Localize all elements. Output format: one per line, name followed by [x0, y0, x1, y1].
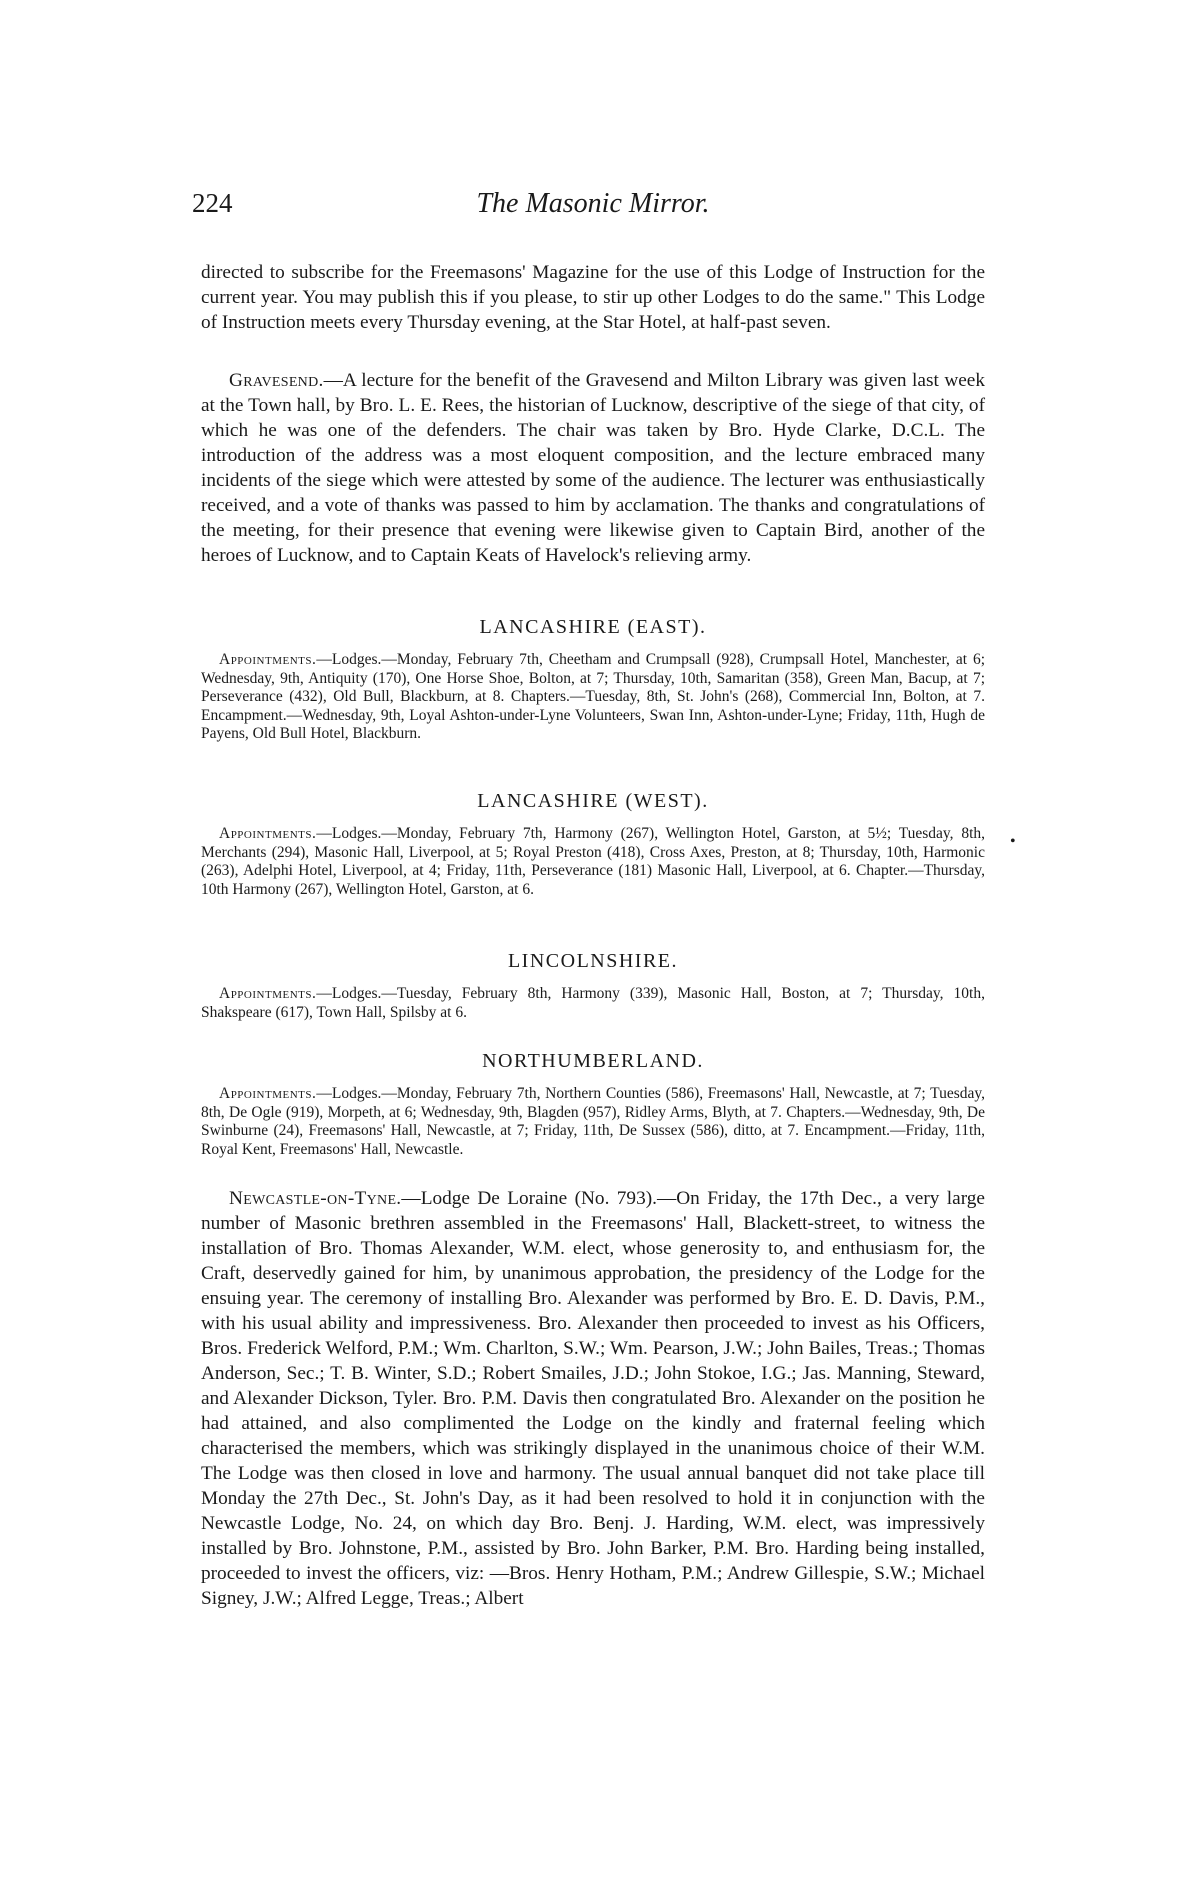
lancashire-west-heading: LANCASHIRE (WEST). [477, 790, 709, 812]
lancashire-west-text: —Lodges.—Monday, February 7th, Harmony (267), Wellington Hotel, Garston, at 5½; Tuesday, 8th, Merchants (294), Masonic Hall, Liverpool, at 5; Royal Preston (418), Cross Axes, Preston, at 8; Thursday, 10th, Harmonic (263), Adelphi Hotel, Liverpool, at 4; Friday, 11th, Perseverance (181) Masonic Hall, Liverpool, at 6. Chapter.—Thursday, 10th Harmony (267), Wellington Hotel, Garston, at 6. [201, 825, 985, 898]
gravesend-label: Gravesend. [229, 370, 324, 391]
running-title: The Masonic Mirror. [476, 188, 710, 219]
lancashire-east-heading: LANCASHIRE (EAST). [479, 616, 707, 638]
lincolnshire-label: Appointments. [219, 985, 317, 1002]
gravesend-text: —A lecture for the benefit of the Gravesend and Milton Library was given last week at the Town hall, by Bro. L. E. Rees, the historian of Lucknow, descriptive of the siege of that city, of which he was one of the defenders. The chair was taken by Bro. Hyde Clarke, D.C.L. The introduction of the address was a most eloquent composition, and the lecture embraced many incidents of the siege which were attested by some of the audience. The lecturer was enthusiastically received, and a vote of thanks was passed to him by acclamation. The thanks and congratulations of the meeting, for their presence that evening were likewise given to Captain Bird, another of the heroes of Lucknow, and to Captain Keats of Havelock's relieving army. [201, 370, 985, 566]
page-header [192, 188, 994, 228]
lincolnshire-text: —Lodges.—Tuesday, February 8th, Harmony (339), Masonic Hall, Boston, at 7; Thursday, 10th, Shakspeare (617), Town Hall, Spilsby at 6. [201, 985, 985, 1021]
newcastle-text: —Lodge De Loraine (No. 793).—On Friday, the 17th Dec., a very large number of Masonic brethren assembled in the Freemasons' Hall, Blackett-street, to witness the installation of Bro. Thomas Alexander, W.M. elect, whose generosity to, and enthusiasm for, the Craft, deservedly gained for him, by unanimous approbation, the presidency of the Lodge for the ensuing year. The ceremony of installing Bro. Alexander was performed by Bro. E. D. Davis, P.M., with his usual ability and impressiveness. Bro. Alexander then proceeded to invest as his Officers, Bros. Frederick Welford, P.M.; Wm. Charlton, S.W.; Wm. Pearson, J.W.; John Bailes, Treas.; Thomas Anderson, Sec.; T. B. Winter, S.D.; Robert Smailes, J.D.; John Stokoe, I.G.; Jas. Manning, Steward, and Alexander Dickson, Tyler. Bro. P.M. Davis then congratulated Bro. Alexander on the position he had attained, and also complimented the Lodge on the kindly and fraternal feeling which characterised the members, which was strikingly displayed in the unanimous choice of their W.M. The Lodge was then closed in love and harmony. The usual annual banquet did not take place till Monday the 27th Dec., St. John's Day, as it had been resolved to hold it in conjunction with the Newcastle Lodge, No. 24, on which day Bro. Benj. J. Harding, W.M. elect, was impressively installed by Bro. Johnstone, P.M., assisted by Bro. John Barker, P.M. Bro. Harding being installed, proceeded to invest the officers, viz: —Bros. Henry Hotham, P.M.; Andrew Gillespie, S.W.; Michael Signey, J.W.; Alfred Legge, Treas.; Albert [201, 1188, 985, 1609]
intro-paragraph: directed to subscribe for the Freemasons' Magazine for the use of this Lodge of Instruction for the current year. You may publish this if you please, to stir up other Lodges to do the same." This Lodge of Instruction meets every Thursday evening, at the Star Hotel, at half-past seven. [201, 262, 985, 333]
northumberland-heading: NORTHUMBERLAND. [482, 1050, 704, 1072]
margin-dot: • [1010, 833, 1016, 850]
northumberland-label: Appointments. [219, 1085, 317, 1102]
northumberland-block [201, 1050, 985, 1159]
newcastle-label: Newcastle-on-Tyne. [229, 1188, 402, 1209]
northumberland-paragraph [201, 1085, 985, 1159]
lincolnshire-heading: LINCOLNSHIRE. [507, 950, 679, 972]
lancashire-west-block [201, 790, 985, 899]
lancashire-west-label: Appointments. [219, 825, 317, 842]
lincolnshire-block [201, 950, 985, 1022]
newcastle-paragraph [201, 1186, 985, 1611]
lancashire-west-paragraph [201, 825, 985, 899]
newcastle-block [201, 1186, 985, 1611]
lancashire-east-paragraph [201, 651, 985, 744]
gravesend-paragraph [201, 368, 985, 568]
gravesend-block [201, 368, 985, 568]
intro-paragraph-block [201, 260, 985, 335]
lancashire-east-label: Appointments. [219, 651, 317, 668]
lancashire-east-block [201, 616, 985, 744]
lincolnshire-paragraph [201, 985, 985, 1022]
page-number: 224 [192, 188, 233, 218]
northumberland-text: —Lodges.—Monday, February 7th, Northern Counties (586), Freemasons' Hall, Newcastle, at 7; Tuesday, 8th, De Ogle (919), Morpeth, at 6; Wednesday, 9th, Blagden (957), Ridley Arms, Blyth, at 7. Chapters.—Wednesday, 9th, De Swinburne (24), Freemasons' Hall, Newcastle, at 7; Friday, 11th, De Sussex (586), ditto, at 7. Encampment.—Friday, 11th, Royal Kent, Freemasons' Hall, Newcastle. [201, 1085, 985, 1158]
lancashire-east-text: —Lodges.—Monday, February 7th, Cheetham and Crumpsall (928), Crumpsall Hotel, Manchester, at 6; Wednesday, 9th, Antiquity (170), One Horse Shoe, Bolton, at 7; Thursday, 10th, Samaritan (358), Green Man, Bacup, at 7; Perseverance (432), Old Bull, Blackburn, at 8. Chapters.—Tuesday, 8th, St. John's (268), Commercial Inn, Bolton, at 7. Encampment.—Wednesday, 9th, Loyal Ashton-under-Lyne Volunteers, Swan Inn, Ashton-under-Lyne; Friday, 11th, Hugh de Payens, Old Bull Hotel, Blackburn. [201, 651, 985, 742]
